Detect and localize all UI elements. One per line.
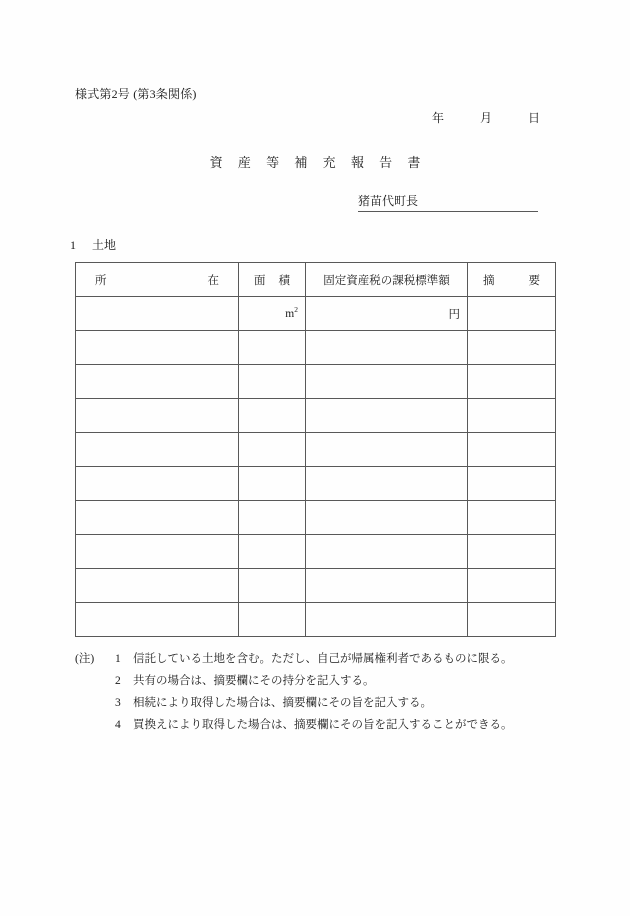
unit-cell-remarks[interactable] [468, 297, 556, 331]
cell-location[interactable] [76, 501, 239, 535]
header-cell-location [76, 263, 239, 297]
cell-remarks[interactable] [468, 535, 556, 569]
cell-tax-base[interactable] [306, 433, 468, 467]
cell-tax-base[interactable] [306, 569, 468, 603]
unit-cell-tax-base[interactable] [306, 297, 468, 331]
note-item [75, 692, 575, 714]
cell-area[interactable] [239, 433, 306, 467]
cell-location[interactable] [76, 603, 239, 637]
cell-tax-base[interactable] [306, 501, 468, 535]
page-title: 資 産 等 補 充 報 告 書 [209, 155, 427, 170]
cell-remarks[interactable] [468, 603, 556, 637]
form-number: 様式第2号 (第3条関係) [75, 87, 197, 101]
table-row [76, 433, 556, 467]
notes-block [75, 648, 575, 736]
note-number: 1 [115, 653, 121, 665]
cell-location[interactable] [76, 399, 239, 433]
cell-tax-base[interactable] [306, 535, 468, 569]
cell-area[interactable] [239, 331, 306, 365]
cell-area[interactable] [239, 467, 306, 501]
unit-cell-location[interactable] [76, 297, 239, 331]
cell-remarks[interactable] [468, 569, 556, 603]
notes-label: (注) [75, 653, 95, 665]
unit-tax-symbol: 円 [448, 308, 460, 321]
table-row [76, 569, 556, 603]
note-number: 2 [115, 675, 121, 687]
table-body [76, 263, 556, 637]
unit-cell-area[interactable] [239, 297, 306, 331]
note-text: 相続により取得した場合は、摘要欄にその旨を記入する。 [133, 697, 432, 709]
table-row [76, 535, 556, 569]
table-row [76, 365, 556, 399]
section-number: 1 [70, 238, 76, 252]
header-area-last: 積 [278, 274, 290, 287]
cell-remarks[interactable] [468, 365, 556, 399]
cell-tax-base[interactable] [306, 331, 468, 365]
note-item [75, 714, 575, 736]
header-remarks-last: 要 [528, 274, 540, 287]
date-day-label: 日 [527, 111, 540, 125]
date-line [432, 109, 540, 126]
table-row [76, 399, 556, 433]
section-heading-land [70, 236, 116, 253]
date-month-label: 月 [479, 111, 492, 125]
unit-area-symbol: m [285, 307, 295, 320]
header-location-last: 在 [207, 274, 219, 287]
cell-location[interactable] [76, 535, 239, 569]
cell-tax-base[interactable] [306, 399, 468, 433]
section-label: 土地 [92, 238, 117, 252]
cell-remarks[interactable] [468, 399, 556, 433]
cell-remarks[interactable] [468, 331, 556, 365]
note-text: 信託している土地を含む。ただし、自己が帰属権利者であるものに限る。 [133, 653, 513, 665]
cell-location[interactable] [76, 467, 239, 501]
header-location-first: 所 [95, 274, 107, 287]
table-row [76, 467, 556, 501]
cell-location[interactable] [76, 433, 239, 467]
addressee-line: 猪苗代町長 [358, 192, 538, 212]
note-item [75, 648, 575, 670]
note-number: 3 [115, 697, 121, 709]
table-header-row [76, 263, 556, 297]
table-row [76, 501, 556, 535]
cell-area[interactable] [239, 569, 306, 603]
table-row [76, 603, 556, 637]
cell-tax-base[interactable] [306, 603, 468, 637]
header-cell-tax-base: 固定資産税の課税標準額 [306, 263, 468, 297]
date-year-label: 年 [431, 111, 444, 125]
land-asset-table [75, 262, 556, 637]
header-cell-remarks [468, 263, 556, 297]
cell-remarks[interactable] [468, 501, 556, 535]
cell-area[interactable] [239, 399, 306, 433]
cell-tax-base[interactable] [306, 467, 468, 501]
note-item [75, 670, 575, 692]
cell-tax-base[interactable] [306, 365, 468, 399]
cell-remarks[interactable] [468, 433, 556, 467]
cell-area[interactable] [239, 365, 306, 399]
table-unit-row [76, 297, 556, 331]
table-row [76, 331, 556, 365]
cell-area[interactable] [239, 603, 306, 637]
unit-area-exponent: 2 [294, 304, 298, 314]
cell-location[interactable] [76, 365, 239, 399]
cell-location[interactable] [76, 569, 239, 603]
cell-area[interactable] [239, 501, 306, 535]
header-area-first: 面 [254, 274, 266, 287]
note-number: 4 [115, 719, 121, 731]
note-text: 共有の場合は、摘要欄にその持分を記入する。 [133, 675, 375, 687]
cell-remarks[interactable] [468, 467, 556, 501]
cell-location[interactable] [76, 331, 239, 365]
cell-area[interactable] [239, 535, 306, 569]
header-cell-area [239, 263, 306, 297]
note-text: 買換えにより取得した場合は、摘要欄にその旨を記入することができる。 [133, 719, 513, 731]
header-remarks-first: 摘 [483, 274, 495, 287]
